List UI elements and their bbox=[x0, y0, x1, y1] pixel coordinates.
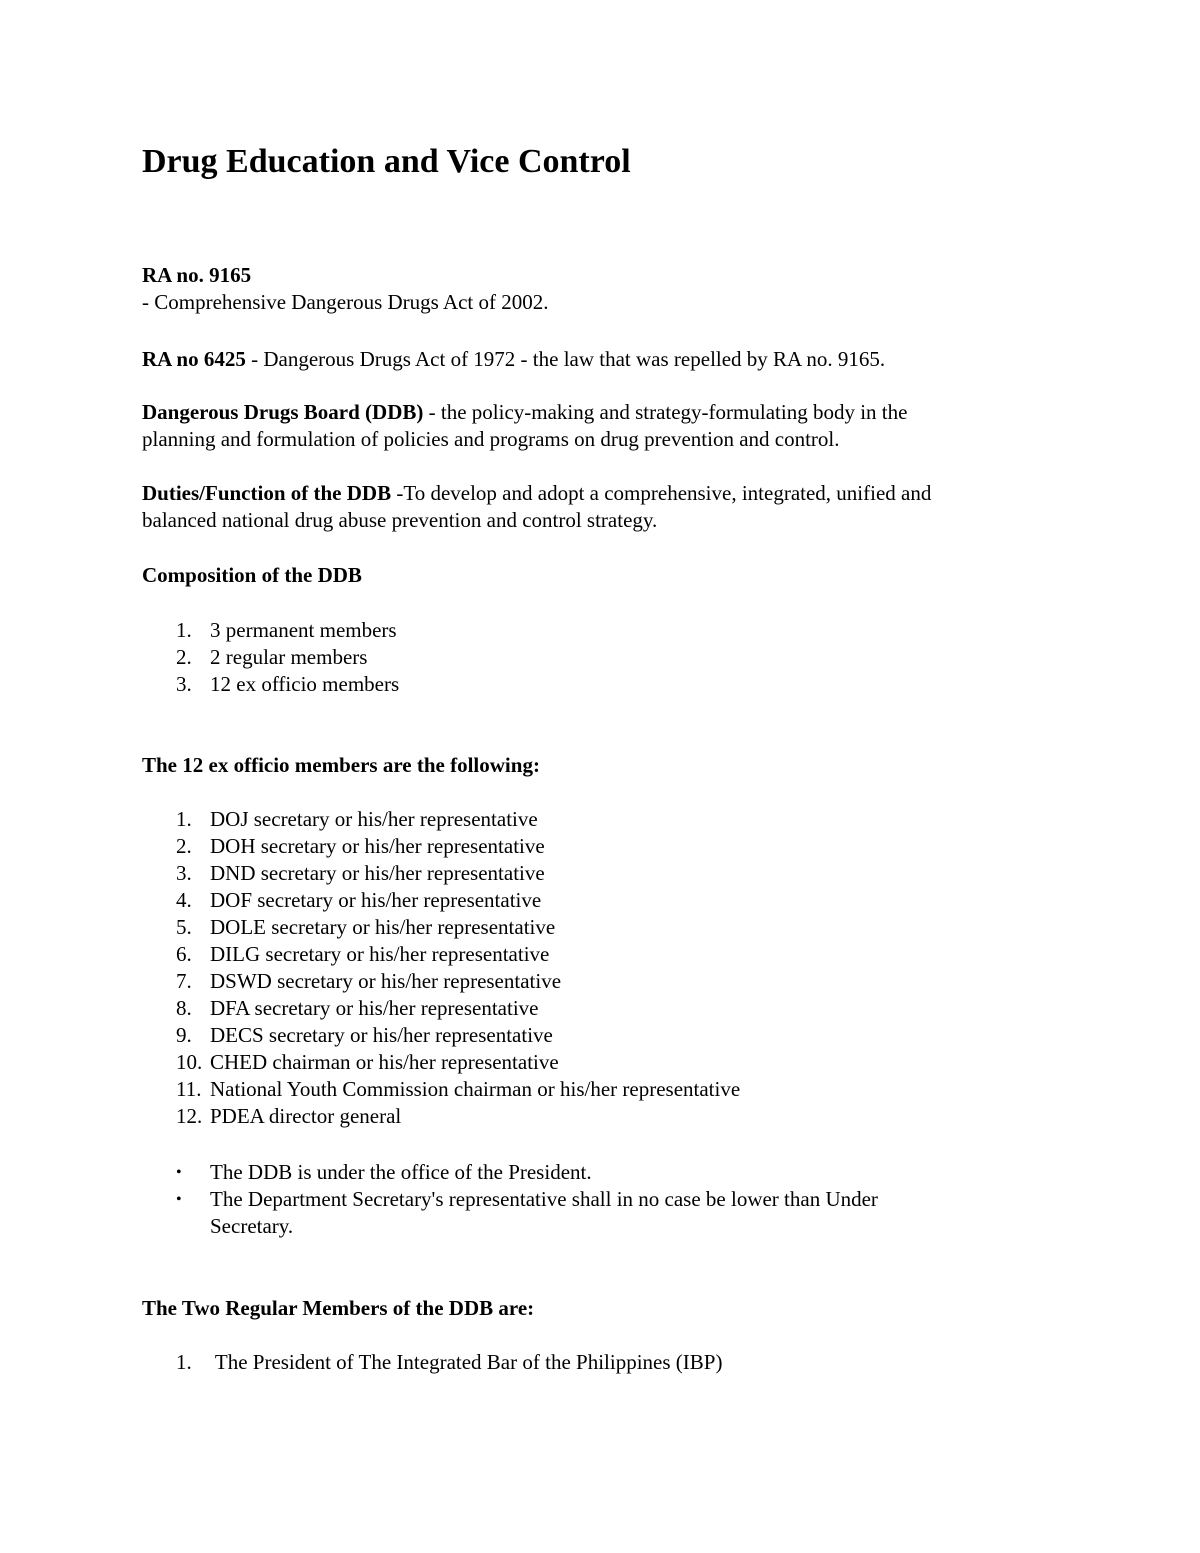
bullet-icon: • bbox=[176, 1164, 182, 1181]
ddb-section bbox=[142, 399, 907, 453]
ra9165-heading: RA no. 9165 bbox=[142, 263, 252, 287]
ra6425-heading: RA no 6425 bbox=[142, 347, 246, 371]
ra9165-section bbox=[142, 262, 549, 316]
ra6425-description: - Dangerous Drugs Act of 1972 - the law that was repelled by RA no. 9165. bbox=[245, 347, 886, 371]
ra6425-section bbox=[142, 346, 885, 373]
ra9165-description: - Comprehensive Dangerous Drugs Act of 2002. bbox=[142, 290, 549, 314]
page-title: Drug Education and Vice Control bbox=[142, 143, 631, 180]
ddb-description-line1: - the policy-making and strategy-formulating body in the bbox=[423, 400, 908, 424]
composition-heading: Composition of the DDB bbox=[142, 563, 362, 587]
duties-description-line2: balanced national drug abuse prevention and control strategy. bbox=[142, 508, 658, 532]
duties-heading: Duties/Function of the DDB bbox=[142, 481, 392, 505]
composition-heading-block bbox=[142, 562, 362, 589]
ddb-heading: Dangerous Drugs Board (DDB) bbox=[142, 400, 424, 424]
regular-heading: The Two Regular Members of the DDB are: bbox=[142, 1296, 535, 1320]
ddb-description-line2: planning and formulation of policies and programs on drug prevention and control. bbox=[142, 427, 840, 451]
duties-section bbox=[142, 480, 931, 534]
regular-heading-block bbox=[142, 1295, 534, 1322]
document-page: Drug Education and Vice Control RA no. 9165 - Comprehensive Dangerous Drugs Act of 2002. RA no 6425 - Dangerous Drugs Act of 1972 - the law that was repelled by RA no. 9165. Dangerous Drugs Board (DDB) - the policy-making and strategy-formulating body in the planning and formulation of policies and programs on drug prevention and control. Duties/Function of the DDB -To develop and adopt a comprehensive, integrated, unified and balanced national drug abuse prevention and control strategy. Composition of the DDB 1. 3 permanent members 2. 2 regular members 3. 12 ex officio members The 12 ex officio members are the following: 1. DOJ secretary or his/her representative 2. DOH secretary or his/her representative 3. DND secretary or his/her representative 4. DOF secretary or his/her representative 5. DOLE secretary or his/her representative 6. DILG secretary or his/her representative 7. DSWD secretary or his/her representative 8. DFA secretary or his/her representative 9. DECS secretary or his/her representative 10. CHED chairman or his/her representative 11. National Youth Commission chairman or his/her representative 12. PDEA director general • The DDB is under the office of the President. • The Department Secretary's representative shall in no case be lower than Under Secretary. The Two Regular Members of the DDB are: 1. The President of The Integrated Bar of the Philippines (IBP) bbox=[142, 143, 932, 1374]
ex-officio-heading: The 12 ex officio members are the following: bbox=[142, 753, 540, 777]
ex-officio-heading-block bbox=[142, 752, 540, 779]
duties-description-line1: -To develop and adopt a comprehensive, integrated, unified and bbox=[391, 481, 932, 505]
bullet-icon: • bbox=[176, 1191, 182, 1208]
